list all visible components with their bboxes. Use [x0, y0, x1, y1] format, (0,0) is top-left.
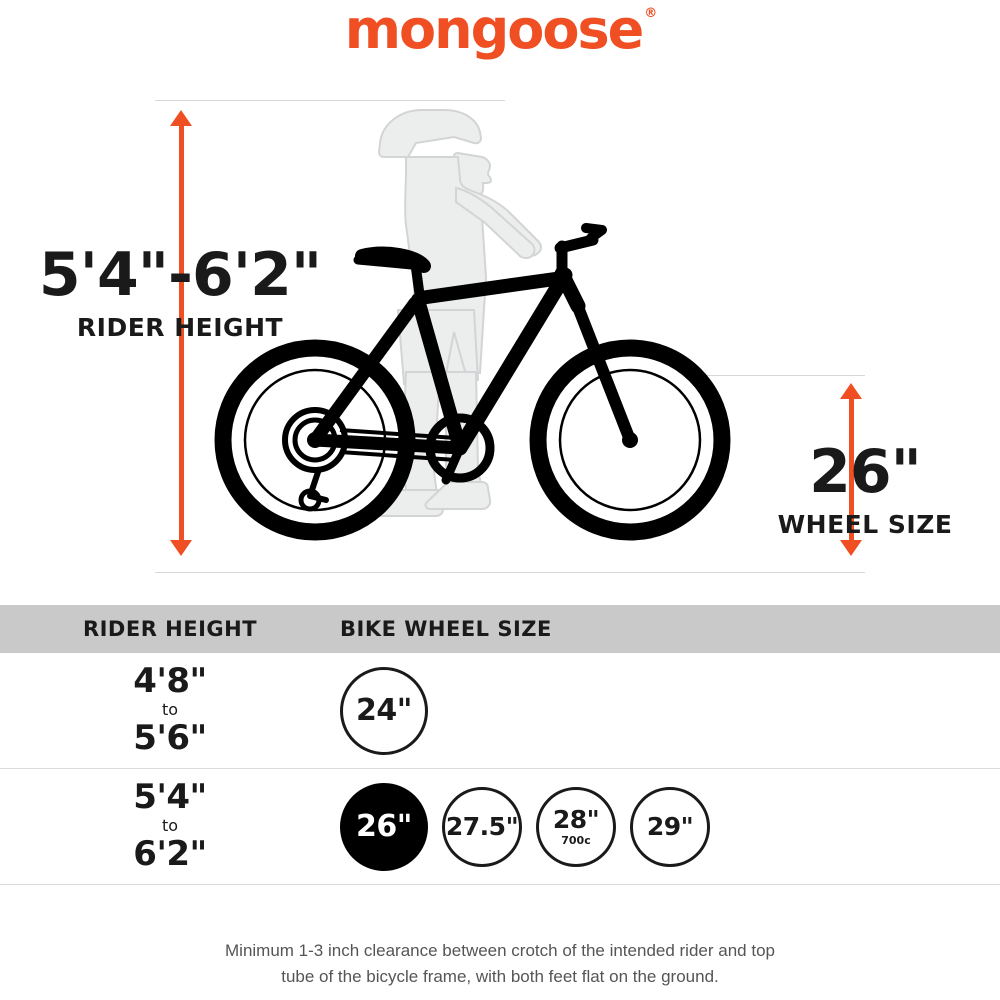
wheel-arrow-head-up: [840, 383, 862, 399]
wheel-size-label: 26": [356, 808, 412, 844]
wheel-size-option-26-selected[interactable]: [340, 783, 428, 871]
table-row: [0, 769, 1000, 885]
trademark-symbol: ®: [644, 6, 656, 21]
wheel-size-label: 28": [552, 804, 600, 834]
column-header-bike-wheel-size: BIKE WHEEL SIZE: [340, 617, 552, 641]
table-row: [0, 653, 1000, 769]
height-min: 5'4": [133, 777, 207, 818]
brand-header: [0, 0, 1000, 60]
table-header-row: [0, 605, 1000, 653]
column-header-rider-height: RIDER HEIGHT: [82, 617, 258, 641]
height-separator: to: [161, 700, 179, 720]
cell-rider-height: [0, 777, 340, 874]
footnote: [0, 938, 1000, 989]
height-min: 4'8": [133, 661, 207, 702]
wheel-size-option-29[interactable]: [630, 787, 710, 867]
rider-height-value: 5'4"-6'2": [38, 240, 322, 310]
footnote-line-2: tube of the bicycle frame, with both feet flat on the ground.: [281, 966, 719, 986]
rider-arrow-head-down: [170, 540, 192, 556]
wheel-size-label: WHEEL SIZE: [777, 510, 953, 539]
wheel-size-option-27-5[interactable]: [442, 787, 522, 867]
footnote-line-1: Minimum 1-3 inch clearance between crotch of the intended rider and top: [225, 941, 775, 960]
wheel-size-label: 29": [646, 812, 694, 841]
size-illustration: [0, 60, 1000, 605]
bike-and-rider-illustration: [210, 60, 770, 580]
rider-height-label: RIDER HEIGHT: [76, 313, 284, 342]
cell-rider-height: [0, 661, 340, 758]
rider-arrow-head-up: [170, 110, 192, 126]
height-max: 6'2": [133, 833, 207, 874]
wheel-size-label: 27.5": [445, 812, 519, 841]
wheel-size-callout: [740, 437, 990, 539]
brand-name: mongoose: [344, 0, 643, 61]
cell-wheel-sizes: [340, 667, 428, 755]
height-max: 5'6": [133, 717, 207, 758]
size-chart-table: [0, 605, 1000, 885]
wheel-size-option-24[interactable]: [340, 667, 428, 755]
wheel-size-sublabel: 700c: [561, 833, 591, 847]
wheel-size-value: 26": [809, 437, 921, 507]
cell-wheel-sizes: [340, 783, 710, 871]
wheel-size-label: 24": [356, 692, 412, 728]
height-separator: to: [161, 816, 179, 836]
brand-logo: [344, 0, 656, 61]
wheel-size-option-28[interactable]: [536, 787, 616, 867]
wheel-arrow-head-down: [840, 540, 862, 556]
